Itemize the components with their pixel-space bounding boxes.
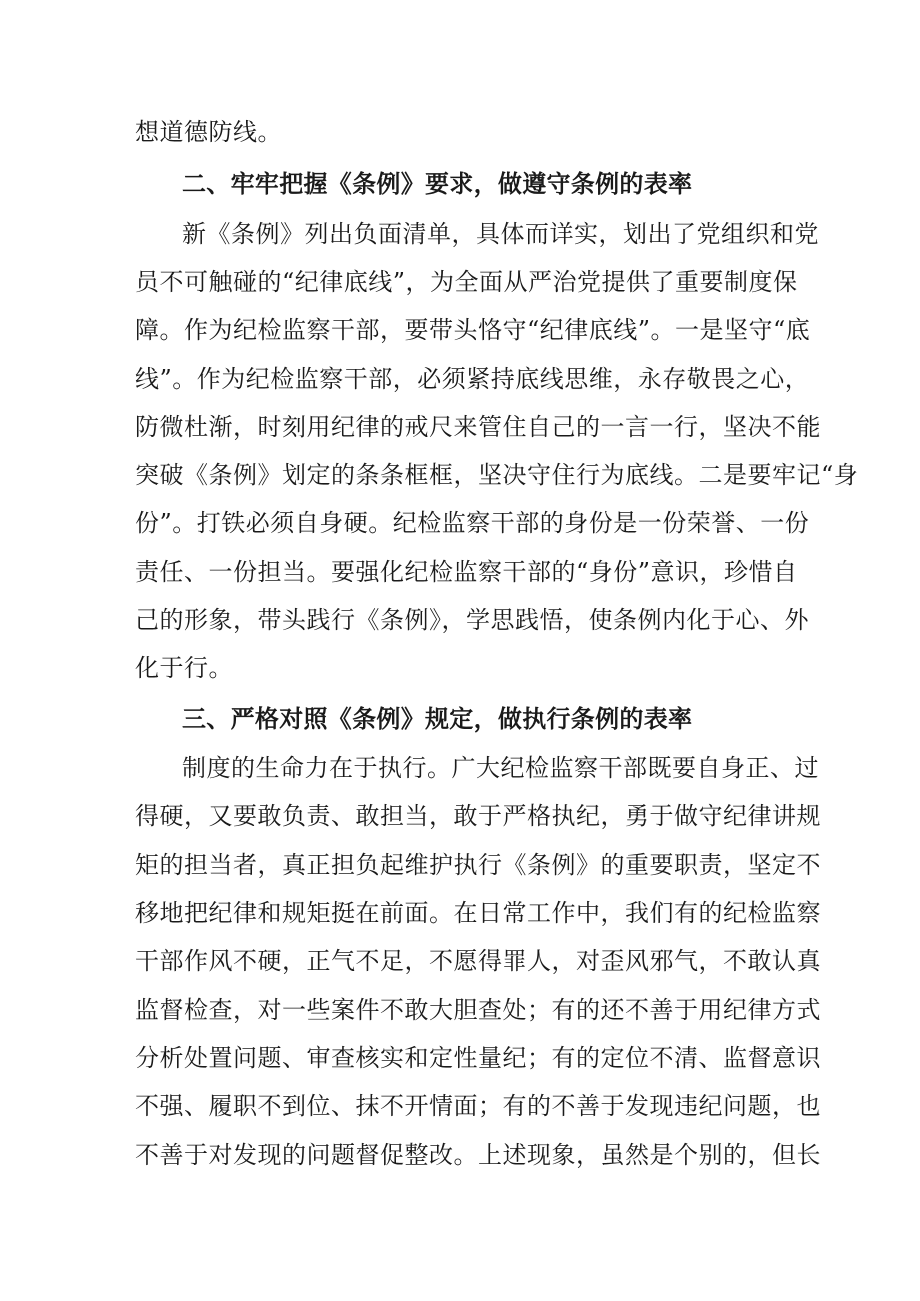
paragraph-line: 移地把纪律和规矩挺在前面。在日常工作中，我们有的纪检监察 xyxy=(135,899,821,927)
paragraph-line: 不强、履职不到位、抹不开情面；有的不善于发现违纪问题，也 xyxy=(135,1092,821,1120)
paragraph-line: 防微杜渐，时刻用纪律的戒尺来管住自己的一言一行，坚决不能 xyxy=(135,413,821,441)
paragraph-line: 己的形象，带头践行《条例》，学思践悟，使条例内化于心、外 xyxy=(135,606,809,634)
paragraph-line: 新《条例》列出负面清单，具体而详实，划出了党组织和党 xyxy=(182,220,819,248)
paragraph-line: 干部作风不硬，正气不足，不愿得罪人，对歪风邪气，不敢认真 xyxy=(135,947,821,975)
paragraph-line: 员不可触碰的“纪律底线”，为全面从严治党提供了重要制度保 xyxy=(135,268,798,296)
paragraph-line: 不善于对发现的问题督促整改。上述现象，虽然是个别的，但长 xyxy=(135,1141,821,1169)
paragraph-line: 份”。打铁必须自身硬。纪检监察干部的身份是一份荣誉、一份 xyxy=(135,509,810,537)
paragraph-line: 责任、一份担当。要强化纪检监察干部的“身份”意识，珍惜自 xyxy=(135,558,798,586)
paragraph-line: 障。作为纪检监察干部，要带头恪守“纪律底线”。一是坚守“底 xyxy=(135,316,811,344)
section-heading-2: 二、牢牢把握《条例》要求，做遵守条例的表率 xyxy=(182,170,693,198)
section-heading-3: 三、严格对照《条例》规定，做执行条例的表率 xyxy=(182,705,693,733)
paragraph-line: 得硬，又要敢负责、敢担当，敢于严格执纪，勇于做守纪律讲规 xyxy=(135,802,821,830)
paragraph-line: 线”。作为纪检监察干部，必须紧持底线思维，永存敬畏之心， xyxy=(135,365,810,393)
paragraph-line: 突破《条例》划定的条条框框，坚决守住行为底线。二是要牢记“身 xyxy=(135,461,859,489)
paragraph-line: 矩的担当者，真正担负起维护执行《条例》的重要职责，坚定不 xyxy=(135,851,821,879)
paragraph-line: 监督检查，对一些案件不敢大胆查处；有的还不善于用纪律方式 xyxy=(135,996,821,1024)
paragraph-line: 分析处置问题、审查核实和定性量纪；有的定位不清、监督意识 xyxy=(135,1044,821,1072)
paragraph-line: 化于行。 xyxy=(135,654,233,682)
paragraph-line: 制度的生命力在于执行。广大纪检监察干部既要自身正、过 xyxy=(182,754,819,782)
paragraph-line: 想道德防线。 xyxy=(135,118,282,146)
